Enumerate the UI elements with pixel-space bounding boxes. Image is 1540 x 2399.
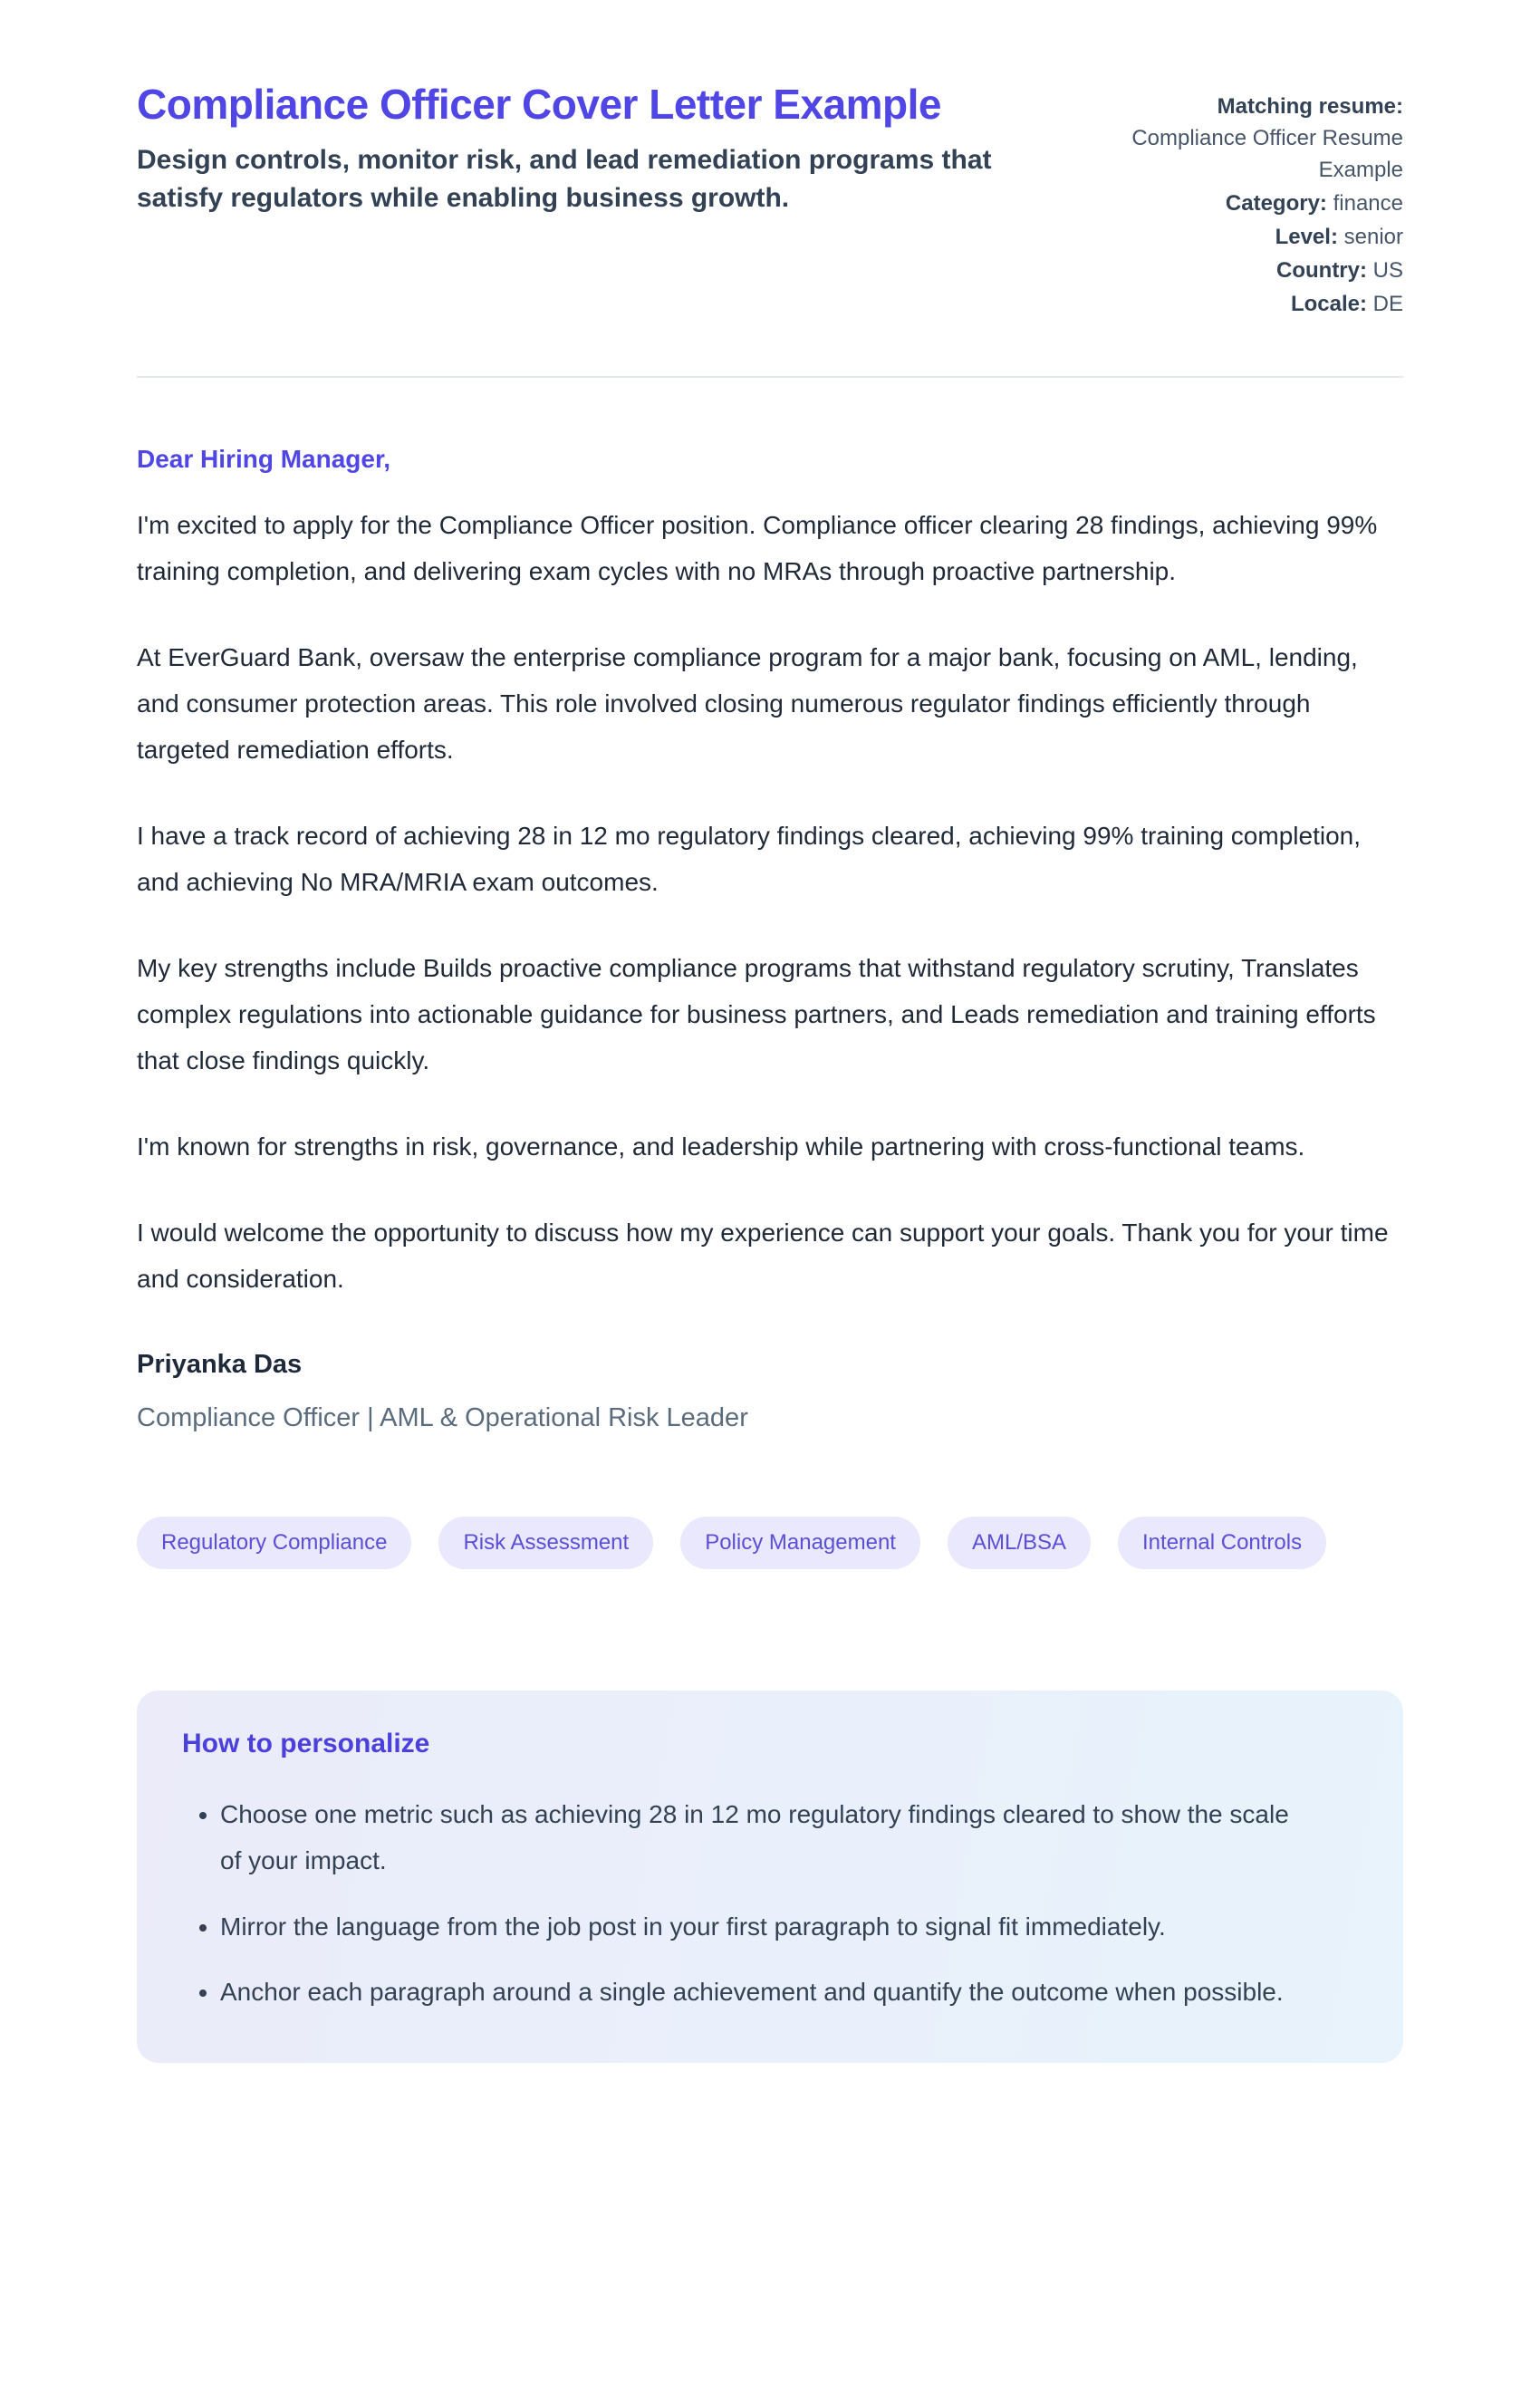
bottom-spacer: [137, 2063, 1403, 2153]
signature-name: Priyanka Das: [137, 1349, 303, 1379]
tag-internal-controls[interactable]: Internal Controls: [1118, 1517, 1326, 1569]
meta-category-value: finance: [1333, 191, 1403, 217]
meta-country-row: [1131, 255, 1403, 286]
how-to-personalize-callout: [137, 1691, 1403, 2064]
meta-level-value: senior: [1343, 225, 1403, 250]
letter-paragraph: I have a track record of achieving 28 in 12 mo regulatory findings cleared, achieving 99% training completion, and achieving No MRA/MRIA exam outcomes.: [137, 821, 1361, 896]
callout-bullet: • Anchor each paragraph around a single achievement and quantify the outcome when possible.: [220, 1970, 1298, 2016]
matching-resume-link[interactable]: Compliance Officer Resume Example: [1131, 126, 1403, 183]
letter-greeting: Dear Hiring Manager,: [137, 445, 391, 474]
meta-category-label: Category:: [1225, 191, 1327, 217]
tag-regulatory-compliance[interactable]: Regulatory Compliance: [137, 1517, 411, 1569]
meta-locale-label: Locale:: [1290, 292, 1367, 317]
letter-paragraph: I'm known for strengths in risk, governance, and leadership while partnering with cross-functional teams.: [137, 1132, 1305, 1161]
matching-resume-row: [1131, 91, 1403, 186]
letter-paragraph: I would welcome the opportunity to discuss how my experience can support your goals. Thank you for your time and consideration.: [137, 1218, 1389, 1293]
cover-letter-body: [137, 445, 1403, 1432]
tag-aml-bsa[interactable]: AML/BSA: [948, 1517, 1091, 1569]
meta-country-label: Country:: [1276, 258, 1367, 284]
callout-bullet: • Choose one metric such as achieving 28 in 12 mo regulatory findings cleared to show the scale of your impact.: [220, 1792, 1298, 1884]
letter-paragraph: At EverGuard Bank, oversaw the enterprise compliance program for a major bank, focusing on AML, lending, and consumer protection areas. This role involved closing numerous regulator findings efficiently through targeted remediation efforts.: [137, 643, 1358, 765]
callout-heading: How to personalize: [182, 1728, 430, 1758]
page-subtitle: Design controls, monitor risk, and lead remediation programs that satisfy regulators while enabling business growth.: [137, 145, 992, 214]
matching-resume-label: Matching resume:: [1217, 94, 1403, 119]
tag-policy-management[interactable]: Policy Management: [680, 1517, 920, 1569]
callout-bullet-list: [182, 1792, 1358, 2017]
page-header: [137, 80, 1403, 320]
meta-level-row: [1131, 221, 1403, 253]
cover-letter-page: [137, 0, 1403, 2153]
page-title: Compliance Officer Cover Letter Example: [137, 81, 942, 128]
meta-level-label: Level:: [1275, 225, 1338, 250]
header-title-block: [137, 80, 1052, 217]
meta-locale-value: DE: [1372, 292, 1403, 317]
header-divider: [137, 376, 1403, 378]
meta-country-value: US: [1372, 258, 1403, 284]
signature-role: Compliance Officer | AML & Operational Risk Leader: [137, 1402, 748, 1432]
letter-paragraph: I'm excited to apply for the Compliance Officer position. Compliance officer clearing 28 findings, achieving 99% training completion, and delivering exam cycles with no MRAs through proactive partnership.: [137, 511, 1378, 586]
meta-category-row: [1131, 188, 1403, 219]
callout-bullet: • Mirror the language from the job post in your first paragraph to signal fit immediately.: [220, 1904, 1298, 1951]
letter-paragraph: My key strengths include Builds proactive compliance programs that withstand regulatory scrutiny, Translates complex regulations into actionable guidance for business partners, and Leads remediation and training efforts that close findings quickly.: [137, 953, 1376, 1074]
resume-meta-panel: [1131, 80, 1403, 320]
skill-tags-row: [137, 1517, 1403, 1569]
tag-risk-assessment[interactable]: Risk Assessment: [438, 1517, 653, 1569]
meta-locale-row: [1131, 288, 1403, 320]
